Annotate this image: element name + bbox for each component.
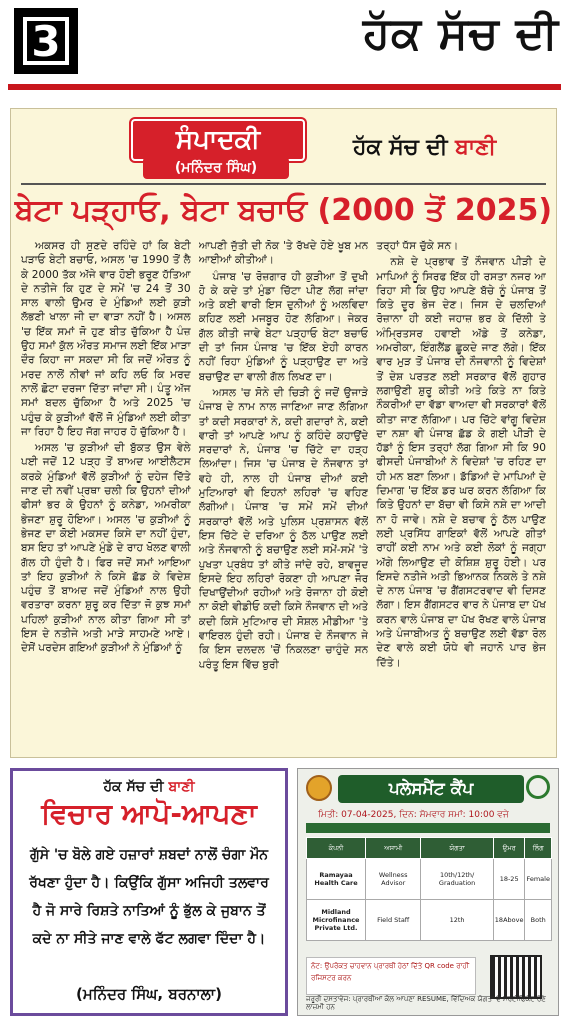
- table-row: [307, 859, 552, 900]
- editorial-author: (ਮਨਿੰਦਰ ਸਿੰਘ): [143, 157, 289, 179]
- table-header: ਉਮਰ: [493, 838, 525, 859]
- thought-author: (ਮਨਿੰਦਰ ਸਿੰਘ, ਬਰਨਾਲਾ): [76, 985, 222, 1003]
- thought-brand-text: ਹੱਕ ਸੱਚ ਦੀ: [103, 779, 169, 795]
- ad-footer: ਜਰੂਰੀ ਦਸਤਾਵੇਜ: ਪ੍ਰਾਰਥੀਆਂ ਕੋਲ ਆਪਣਾ RESUME, ਵਿੱਦਿਅਕ ਯੋਗਤਾ ਦੇ ਸਰਟੀਫਿਕੇਟ ਹੋਣੇ ਲਾਜ਼ਮੀ ਹਨ: [306, 995, 546, 1011]
- masthead-title: ਹੱਕ ਸੱਚ ਦੀ: [363, 8, 559, 59]
- gender-cell: Both: [525, 900, 552, 941]
- age-cell: 18Above: [493, 900, 525, 941]
- career-service-logo-icon: [526, 775, 550, 799]
- placement-camp-ad: [297, 768, 559, 1016]
- gender-cell: Female: [525, 859, 552, 900]
- table-header: ਯੋਗਤਾ: [421, 838, 493, 859]
- paragraph: ਅਕਸਰ ਹੀ ਸੁਣਦੇ ਰਹਿੰਦੇ ਹਾਂ ਕਿ ਬੇਟੀ ਪੜਾਓ ਬੇਟੀ ਬਚਾਓ, ਅਸਲ 'ਚ 1990 ਤੋਂ ਲੈ ਕੇ 2000 ਤੱਕ ਅੱਜੇ ਵਾਰ ਹੋਈ ਭਰੂਣ ਹੱਤਿਆ ਦੇ ਨਤੀਜੇ ਕਿ ਹੁਣ ਦੇ ਸਮੇਂ 'ਚ 24 ਤੋਂ 30 ਸਾਲ ਵਾਲੀ ਉਮਰ ਦੇ ਮੁੰਡਿਆਂ ਲਈ ਕੁੜੀ ਲੱਭਣੀ ਖਾਲਾ ਜੀ ਦਾ ਵਾੜਾ ਨਹੀਂ ਹੈ। ਅਸਲ 'ਚ ਇੱਕ ਸਮਾਂ ਜੋ ਹੁਣ ਬੀਤ ਚੁੱਕਿਆ ਹੈ ਪੰਜ਼ ਉਹ ਸਮਾਂ ਕੁੱਲ ਔਰਤ ਸਮਾਜ ਲਈ ਇੱਕ ਮਾੜਾ ਦੌਰ ਕਿਹਾ ਜਾ ਸਕਦਾ ਸੀ ਕਿ ਜਦੋਂ ਔਰਤ ਨੂੰ ਮਰਦ ਨਾਲੋਂ ਨੀਵਾਂ ਜਾਂ ਕਹਿ ਲਓ ਕਿ ਮਰਦ ਨਾਲੋਂ ਛੋਟਾ ਦਰਜਾ ਦਿੱਤਾ ਜਾਂਦਾ ਸੀ। ਪੰਤੂ ਅੱਜ ਸਮਾਂ ਬਦਲ ਚੁੱਕਿਆ ਹੈ ਅਤੇ 2025 'ਚ ਪਹੁੰਚ ਕੇ ਕੁੜੀਆਂ ਵੱਲੋਂ ਜੋ ਮੁੰਡਿਆਂ ਲਈ ਕੀਤਾ ਜਾ ਰਿਹਾ ਹੈ ਇਹ ਜੱਗ ਜਾਹਰ ਹੋ ਚੁੱਕਿਆ ਹੈ।: [21, 240, 191, 438]
- qr-code-icon: [490, 955, 542, 999]
- qualification-cell: 12th: [421, 900, 493, 941]
- thought-brand-highlight: ਬਾਣੀ: [168, 779, 195, 795]
- post-cell: Wellness Advisor: [366, 859, 421, 900]
- editorial-box: [10, 108, 557, 758]
- ad-title: ਪਲੇਸਮੈਂਟ ਕੈਂਪ: [338, 775, 524, 803]
- ad-note: ਨੋਟ: ਉਪਰੋਕਤ ਚਾਹਵਾਨ ਪ੍ਰਾਰਥੀ ਹੇਠਾਂ ਦਿੱਤੇ QR code ਰਾਹੀਂ ਰਜਿਸਟਰ ਕਰਨ: [306, 957, 476, 995]
- paragraph: ਅਸਲ 'ਚ ਸੋਨੇ ਦੀ ਚਿੜੀ ਨੂੰ ਜਦੋਂ ਉਜਾੜੇ ਪੰਜਾਬ ਦੇ ਨਾਮ ਨਾਲ ਜਾਣਿਆ ਜਾਣ ਲੱਗਿਆ ਤਾਂ ਕਦੀ ਸਰਕਾਰਾਂ ਨੇ, ਕਦੀ ਗਦਾਰਾਂ ਨੇ, ਕਈ ਵਾਰੀ ਤਾਂ ਆਪਣੇ ਆਪ ਨੂੰ ਕਹਿੰਦੇ ਕਹਾਉਂਦੇ ਸਰਦਾਰਾਂ ਨੇ, ਪੰਜਾਬ 'ਚ ਚਿੱਟੇ ਦਾ ਹੜ੍ਹ ਲਿਆਂਦਾ। ਜਿਸ 'ਚ ਪੰਜਾਬ ਦੇ ਨੌਜਵਾਨ ਤਾਂ ਵਹੇ ਹੀ, ਨਾਲ ਹੀ ਪੰਜਾਬ ਦੀਆਂ ਕਈ ਮੁਟਿਆਰਾਂ ਵੀ ਇਹਨਾਂ ਲਹਿਰਾਂ 'ਚ ਵਹਿਣ ਲੱਗੀਆਂ। ਪੰਜਾਬ 'ਚ ਸਮੇਂ ਸਮੇਂ ਦੀਆਂ ਸਰਕਾਰਾਂ ਵੱਲੋਂ ਅਤੇ ਪੁਲਿਸ ਪ੍ਰਸ਼ਾਸਨ ਵੱਲੋਂ ਇਸ ਚਿੱਟੇ ਦੇ ਦਰਿਆ ਨੂੰ ਠੱਲ ਪਾਉਣ ਲਈ ਅਤੇ ਨੌਜਵਾਨੀ ਨੂੰ ਬਚਾਉਣ ਲਈ ਸਮੇਂ-ਸਮੇਂ 'ਤੇ ਪੁਖਤਾ ਪ੍ਰਬੰਧ ਤਾਂ ਕੀਤੇ ਜਾਂਦੇ ਰਹੇ, ਬਾਵਜੂਦ ਇਸਦੇ ਇਹ ਲਹਿਰਾਂ ਰੋਕਣਾ ਹੀ ਆਪਣਾ ਜੋਰ ਦਿਖਾਉਂਦੀਆਂ ਰਹੀਆਂ ਅਤੇ ਰੋਜਾਨਾ ਹੀ ਕੋਈ ਨਾ ਕੋਈ ਵੀਡੀਓ ਕਦੀ ਕਿਸੇ ਨੌਜਵਾਨ ਦੀ ਅਤੇ ਕਦੀ ਕਿਸੇ ਮੁਟਿਆਰ ਦੀ ਸੋਸ਼ਲ ਮੀਡੀਆ 'ਤੇ ਵਾਇਰਲ ਹੁੰਦੀ ਰਹੀ। ਪੰਜਾਬ ਦੇ ਨੌਜਵਾਨ ਜੇ ਕਿ ਇਸ ਦਲਦਲ 'ਚੋਂ ਨਿਕਲਣਾ ਚਾਹੁੰਦੇ ਸਨ ਪਰੰਤੂ ਇਸ ਵਿੱਚ ਬੁਰੀ: [198, 386, 369, 671]
- paragraph: ਆਪਣੀ ਜੁੱਤੀ ਦੀ ਨੋਕ 'ਤੇ ਰੱਖਦੇ ਹੋਏ ਖੂਬ ਮਨ ਆਈਆਂ ਕੀਤੀਆਂ।: [198, 240, 369, 267]
- header-divider: [8, 84, 561, 90]
- paragraph: ਅਸਲ 'ਚ ਕੁੜੀਆਂ ਦੀ ਬੁੱਕਤ ਉਸ ਵੇਲੇ ਪਈ ਜਦੋਂ 12 ਪੜ੍ਹ ਤੋਂ ਬਾਅਦ ਆਈਲੈਟਸ ਕਰਕੇ ਮੁੰਡਿਆਂ ਵੱਲੋਂ ਕੁੜੀਆਂ ਨੂੰ ਦਹੇਜ ਦਿੱਤੇ ਜਾਣ ਦੀ ਨਵੀਂ ਪ੍ਰਥਾ ਚਲੀ ਕਿ ਉਹਨਾਂ ਦੀਆਂ ਫੀਸਾਂ ਭਰ ਕੇ ਉਹਨਾਂ ਨੂੰ ਕਨੇਡਾ, ਅਮਰੀਕਾ ਭੇਜਣਾ ਸ਼ੁਰੂ ਹੋਇਆ। ਅਸਲ 'ਚ ਕੁੜੀਆਂ ਨੂੰ ਭੇਜਣ ਦਾ ਕੋਈ ਮਕਸਦ ਕਿਸੇ ਦਾ ਨਹੀਂ ਹੁੰਦਾ, ਬਸ ਇਹ ਤਾਂ ਆਪਣੇ ਮੁੰਡੇ ਦੇ ਰਾਹ ਖੋਲਣ ਵਾਲੀ ਗੱਲ ਹੀ ਹੁੰਦੀ ਹੈ। ਫਿਰ ਜਦੋਂ ਸਮਾਂ ਆਇਆ ਤਾਂ ਇਹ ਕੁੜੀਆਂ ਨੇ ਕਿਸੇ ਛੱਡ ਕੇ ਵਿਦੇਸ਼ ਪਹੁੰਚ ਤੋਂ ਬਾਅਦ ਜਦੋਂ ਮੁੰਡਿਆਂ ਨਾਲ ਉਹੀ ਵਰਤਾਰਾ ਕਰਨਾ ਸ਼ੁਰੂ ਕਰ ਦਿੱਤਾ ਜੋ ਕੁਝ ਸਮਾਂ ਪਹਿਲਾਂ ਕੁੜੀਆਂ ਨਾਲ ਕੀਤਾ ਗਿਆ ਸੀ ਤਾਂ ਇਸ ਦੇ ਨਤੀਜੇ ਅਤੀ ਮਾੜੇ ਸਾਹਮਣੇ ਆਏ। ਦੇਸੋਂ ਪਰਦੇਸ ਗਇਆਂ ਕੁੜੀਆਂ ਨੇ ਮੁੰਡਿਆਂ ਨੂੰ: [21, 442, 191, 655]
- post-cell: Field Staff: [366, 900, 421, 941]
- editorial-column-3: [376, 239, 546, 751]
- page-number: 3: [23, 17, 69, 65]
- page-number-box: [14, 8, 78, 74]
- company-cell: Midland Microfinance Private Ltd.: [307, 900, 366, 941]
- company-cell: Ramayaa Health Care: [307, 859, 366, 900]
- table-header: ਅਸਾਮੀ: [366, 838, 421, 859]
- govt-emblem-icon: [306, 775, 332, 801]
- editorial-rule: [21, 183, 546, 185]
- qualification-cell: 10th/12th/ Graduation: [421, 859, 493, 900]
- table-header: ਕੰਪਨੀ: [307, 838, 366, 859]
- thought-text: ਗੁੱਸੇ 'ਚ ਬੋਲੇ ਗਏ ਹਜ਼ਾਰਾਂ ਸ਼ਬਦਾਂ ਨਾਲੋਂ ਚੰਗਾ ਮੌਨ ਰੱਖਣਾ ਹੁੰਦਾ ਹੈ। ਕਿਉਂਕਿ ਗੁੱਸਾ ਅਜਿਹੀ ਤਲਵਾਰ ਹੈ ਜੋ ਸਾਰੇ ਰਿਸ਼ਤੇ ਨਾਤਿਆਂ ਨੂੰ ਭੁੱਲ ਕੇ ਜੁਬਾਨ ਤੋਂ ਕਦੇ ਨਾ ਸੀਤੇ ਜਾਣ ਵਾਲੇ ਫੱਟ ਲਗਵਾ ਦਿੰਦਾ ਹੈ।: [29, 847, 269, 947]
- ad-venue-bar: [306, 823, 550, 833]
- editorial-brand: [353, 135, 496, 160]
- editorial-section-label: ਸੰਪਾਦਕੀ: [131, 119, 305, 161]
- ad-date-line: ਮਿਤੀ: 07-04-2025, ਦਿਨ: ਸੋਮਵਾਰ ਸਮਾਂ: 10:00 ਵਜੇ: [318, 810, 509, 820]
- editorial-column-1: [21, 239, 191, 751]
- editorial-brand-text: ਹੱਕ ਸੱਚ ਦੀ: [353, 135, 456, 160]
- paragraph: ਨਸ਼ੇ ਦੇ ਪ੍ਰਭਾਵ ਤੋਂ ਨੌਜਵਾਨ ਪੀੜੀ ਦੇ ਮਾਪਿਆਂ ਨੂੰ ਸਿਰਫ ਇੱਕ ਹੀ ਰਸਤਾ ਨਜਰ ਆ ਰਿਹਾ ਸੀ ਕਿ ਉਹ ਆਪਣੇ ਬੱਚੇ ਨੂੰ ਪੰਜਾਬ ਤੋਂ ਕਿਤੇ ਦੂਰ ਭੇਜ ਦੇਣ। ਜਿਸ ਦੇ ਚਲਦਿਆਂ ਰੋਜ਼ਾਨਾ ਹੀ ਕਈ ਜਹਾਜ਼ ਭਰ ਕੇ ਦਿੱਲੀ ਤੇ ਅੰਮ੍ਰਿਤਸਰ ਹਵਾਈ ਅੱਡੇ ਤੋਂ ਕਨੇਡਾ, ਅਮਰੀਕਾ, ਇੰਗਲੈਂਡ ਛੂਕਦੇ ਜਾਣ ਲੱਗੇ। ਇੱਕ ਵਾਰ ਮੁੜ ਤੋਂ ਪੰਜਾਬ ਦੀ ਨੌਜਵਾਨੀ ਨੂੰ ਵਿਦੇਸ਼ਾਂ ਤੋਂ ਦੇਸ਼ ਪਰਤਣ ਲਈ ਸਰਕਾਰ ਵੱਲੋਂ ਗੁਹਾਰ ਲਗਾਉਣੀ ਸ਼ੁਰੂ ਕੀਤੀ ਅਤੇ ਕਿਤੇ ਨਾ ਕਿਤੇ ਨੌਕਰੀਆਂ ਦਾ ਵੱਡਾ ਵਾਅਦਾ ਵੀ ਸਰਕਾਰਾਂ ਵੱਲੋਂ ਕੀਤਾ ਜਾਣ ਲੱਗਿਆ। ਪਰ ਚਿੱਟੇ ਵਾਂਗੂ ਵਿਦੇਸ਼ ਦਾ ਨਸ਼ਾ ਵੀ ਪੰਜਾਬ ਛੱਡ ਕੇ ਗਈ ਪੀੜੀ ਦੇ ਹੱਡਾਂ ਨੂੰ ਇਸ ਤਰ੍ਹਾਂ ਲੱਗ ਗਿਆ ਸੀ ਕਿ 90 ਫੀਸਦੀ ਪੰਜਾਬੀਆਂ ਨੇ ਵਿਦੇਸ਼ਾਂ 'ਚ ਰਹਿਣ ਦਾ ਹੀ ਮਨ ਬਣਾ ਲਿਆ। ਡੱਡਿਆਂ ਦੇ ਮਾਪਿਆਂ ਦੇ ਦਿਮਾਗ 'ਚ ਇੱਕ ਡਰ ਘਰ ਕਰਨ ਲੱਗਿਆ ਕਿ ਕਿਤੇ ਉਹਨਾਂ ਦਾ ਬੱਚਾ ਵੀ ਕਿਸੇ ਨਸ਼ੇ ਦਾ ਆਦੀ ਨਾ ਹੋ ਜਾਵੇ। ਨਸ਼ੇ ਦੇ ਬਚਾਵ ਨੂੰ ਠੱਲ ਪਾਉਣ ਲਈ ਪ੍ਰਸਿੱਧ ਗਾਇਕਾਂ ਵੱਲੋਂ ਆਪਣੇ ਗੀਤਾਂ ਰਾਹੀਂ ਕਈ ਨਾਮ ਅਤੇ ਕਈ ਲੋਕਾਂ ਨੂੰ ਜਗ੍ਹਾ ਅੱਗੇ ਲਿਆਉਣ ਦੀ ਕੋਸ਼ਿਸ਼ ਸ਼ੁਰੂ ਹੋਈ। ਪਰ ਇਸਦੇ ਨਤੀਜੇ ਅਤੀ ਭਿਆਨਕ ਨਿਕਲੇ ਤੇ ਨਸ਼ੇ ਦੇ ਨਾਲ ਪੰਜਾਬ 'ਚ ਗੈਂਗਸਟਰਵਾਦ ਵੀ ਦਿਸਣ ਲੱਗਾ। ਇਸ ਗੈਂਗਸਟਰ ਵਾਰ ਨੇ ਪੰਜਾਬ ਦਾ ਪੱਖ ਕਰਨ ਵਾਲੇ ਪੰਜਾਬ ਦਾ ਪੱਖ ਰੱਖਣ ਵਾਲੇ ਪੰਜਾਬ ਅਤੇ ਪੰਜਾਬੀਅਤ ਨੂੰ ਬਚਾਉਣ ਲਈ ਵੱਡਾ ਰੋਲ ਦੇਣ ਵਾਲੇ ਕਈ ਯੋਧੇ ਵੀ ਜਹਾਨੋ ਪਾਰ ਭੇਜ ਦਿੱਤੇ।: [376, 256, 547, 669]
- thought-box: [10, 768, 288, 1016]
- paragraph: ਪੰਜਾਬ 'ਚ ਰੋਜ਼ਗਾਰ ਹੀ ਕੁੜੀਆ ਤੋਂ ਦੁਖੀ ਹੋ ਕੇ ਕਦੇ ਤਾਂ ਮੁੰਡਾ ਚਿੱਟਾ ਪੀਣ ਲੱਗ ਜਾਂਦਾ ਅਤੇ ਕਈ ਵਾਰੀ ਇਸ ਦੁਨੀਆਂ ਨੂੰ ਅਲਵਿਦਾ ਕਹਿਣ ਲਈ ਮਜਬੂਰ ਹੋਣ ਲੱਗਿਆ। ਜੇਕਰ ਗੱਲ ਕੀਤੀ ਜਾਵੇ ਬੇਟਾ ਪੜ੍ਹਾਓ ਬੇਟਾ ਬਚਾਓ ਦੀ ਤਾਂ ਜਿਸ ਪੰਜਾਬ 'ਚ ਇੱਕ ਏਹੀ ਕਾਰਨ ਨਹੀਂ ਰਿਹਾ ਮੁੰਡਿਆਂ ਨੂੰ ਪੜ੍ਹਾਉਣ ਦਾ ਅਤੇ ਬਚਾਉਣ ਦਾ ਵਾਲੀ ਗੱਲ ਲਿਖਣ ਦਾ।: [198, 270, 369, 383]
- age-cell: 18-25: [493, 859, 525, 900]
- editorial-brand-highlight: ਬਾਣੀ: [455, 135, 497, 160]
- paragraph: ਤਰ੍ਹਾਂ ਧੱਸ ਚੁੱਕੇ ਸਨ।: [376, 240, 459, 252]
- thought-brand: [13, 779, 285, 795]
- thought-title: ਵਿਚਾਰ ਆਪੋ-ਆਪਣਾ: [41, 797, 257, 830]
- table-row: [307, 900, 552, 941]
- ad-jobs-table: [306, 837, 552, 941]
- table-header: ਲਿੰਗ: [525, 838, 552, 859]
- editorial-columns: [21, 239, 546, 751]
- editorial-headline: ਬੇਟਾ ਪੜ੍ਹਾਓ, ਬੇਟਾ ਬਚਾਓ (2000 ਤੋਂ 2025): [14, 193, 553, 228]
- editorial-column-2: [199, 239, 369, 751]
